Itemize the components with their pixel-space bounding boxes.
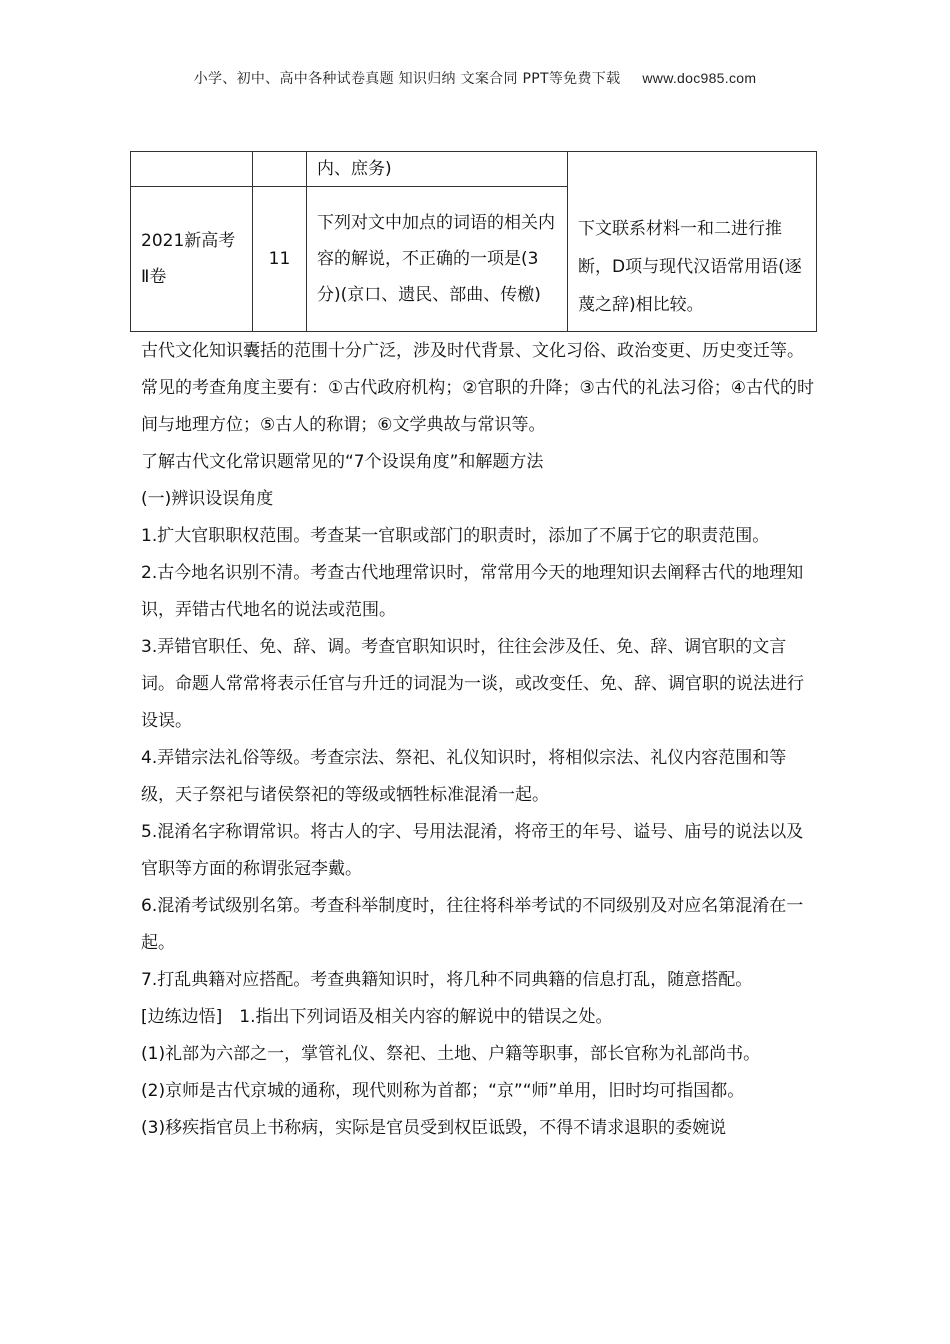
list-item: 1.扩大官职职权范围。考查某一官职或部门的职责时，添加了不属于它的职责范围。 bbox=[141, 526, 770, 546]
table-cell-r1c3: 内、庶务) bbox=[307, 152, 568, 187]
exercise-item: (2)京师是古代京城的通称，现代则称为首都；“京”“师”单用，旧时均可指国都。 bbox=[141, 1081, 745, 1101]
exercise-item: (1)礼部为六部之一，掌管礼仪、祭祀、土地、户籍等职事，部长官称为礼部尚书。 bbox=[141, 1044, 761, 1064]
header-text: 小学、初中、高中各种试卷真题 知识归纳 文案合同 PPT等免费下载 bbox=[193, 71, 621, 87]
list-item: 3.弄错官职任、免、辞、调。考查官职知识时，往往会涉及任、免、辞、调官职的文言词。命题人常常将表示任官与升迁的词混为一谈，或改变任、免、辞、调官职的说法进行设误。 bbox=[141, 637, 804, 731]
table-cell-r1c2 bbox=[253, 152, 307, 187]
article-body bbox=[141, 333, 819, 1147]
list-item: 6.混淆考试级别名第。考查科举制度时，往往将科举考试的不同级别及对应名第混淆在一起。 bbox=[141, 896, 804, 953]
exam-table bbox=[130, 151, 817, 332]
list-item: 5.混淆名字称谓常识。将古人的字、号用法混淆，将帝王的年号、谥号、庙号的说法以及官职等方面的称谓张冠李戴。 bbox=[141, 822, 804, 879]
table-cell-exam-name: 2021新高考Ⅱ卷 bbox=[131, 187, 253, 332]
intro-paragraph: 古代文化知识囊括的范围十分广泛，涉及时代背景、文化习俗、政治变更、历史变迁等。常见的考查角度主要有：①古代政府机构；②官职的升降；③古代的礼法习俗；④古代的时间与地理方位；⑤古人的称谓；⑥文学典故与常识等。 bbox=[141, 341, 814, 435]
list-item: 4.弄错宗法礼俗等级。考查宗法、祭祀、礼仪知识时，将相似宗法、礼仪内容范围和等级，天子祭祀与诸侯祭祀的等级或牺牲标准混淆一起。 bbox=[141, 748, 787, 805]
table-cell-r1c1 bbox=[131, 152, 253, 187]
exercise-item: (3)移疾指官员上书称病，实际是官员受到权臣诋毁，不得不请求退职的委婉说 bbox=[141, 1118, 727, 1138]
list-item: 2.古今地名识别不清。考查古代地理常识时，常常用今天的地理知识去阐释古代的地理知识，弄错古代地名的说法或范围。 bbox=[141, 563, 804, 620]
table-cell-question: 下列对文中加点的词语的相关内容的解说，不正确的一项是(3分)(京口、遗民、部曲、传檄) bbox=[307, 187, 568, 332]
section-lead: 了解古代文化常识题常见的“7个设误角度”和解题方法 bbox=[141, 452, 544, 472]
table-cell-analysis: 下文联系材料一和二进行推断，D项与现代汉语常用语(逐蔑之辞)相比较。 bbox=[568, 152, 817, 332]
list-item: 7.打乱典籍对应搭配。考查典籍知识时，将几种不同典籍的信息打乱，随意搭配。 bbox=[141, 970, 753, 990]
section-heading: (一)辨识设误角度 bbox=[141, 489, 274, 509]
exercise-heading: [边练边悟] 1.指出下列词语及相关内容的解说中的错误之处。 bbox=[141, 1007, 613, 1027]
table-cell-question-no: 11 bbox=[253, 187, 307, 332]
header-url[interactable]: www.doc985.com bbox=[642, 70, 757, 86]
page-header bbox=[0, 68, 950, 88]
